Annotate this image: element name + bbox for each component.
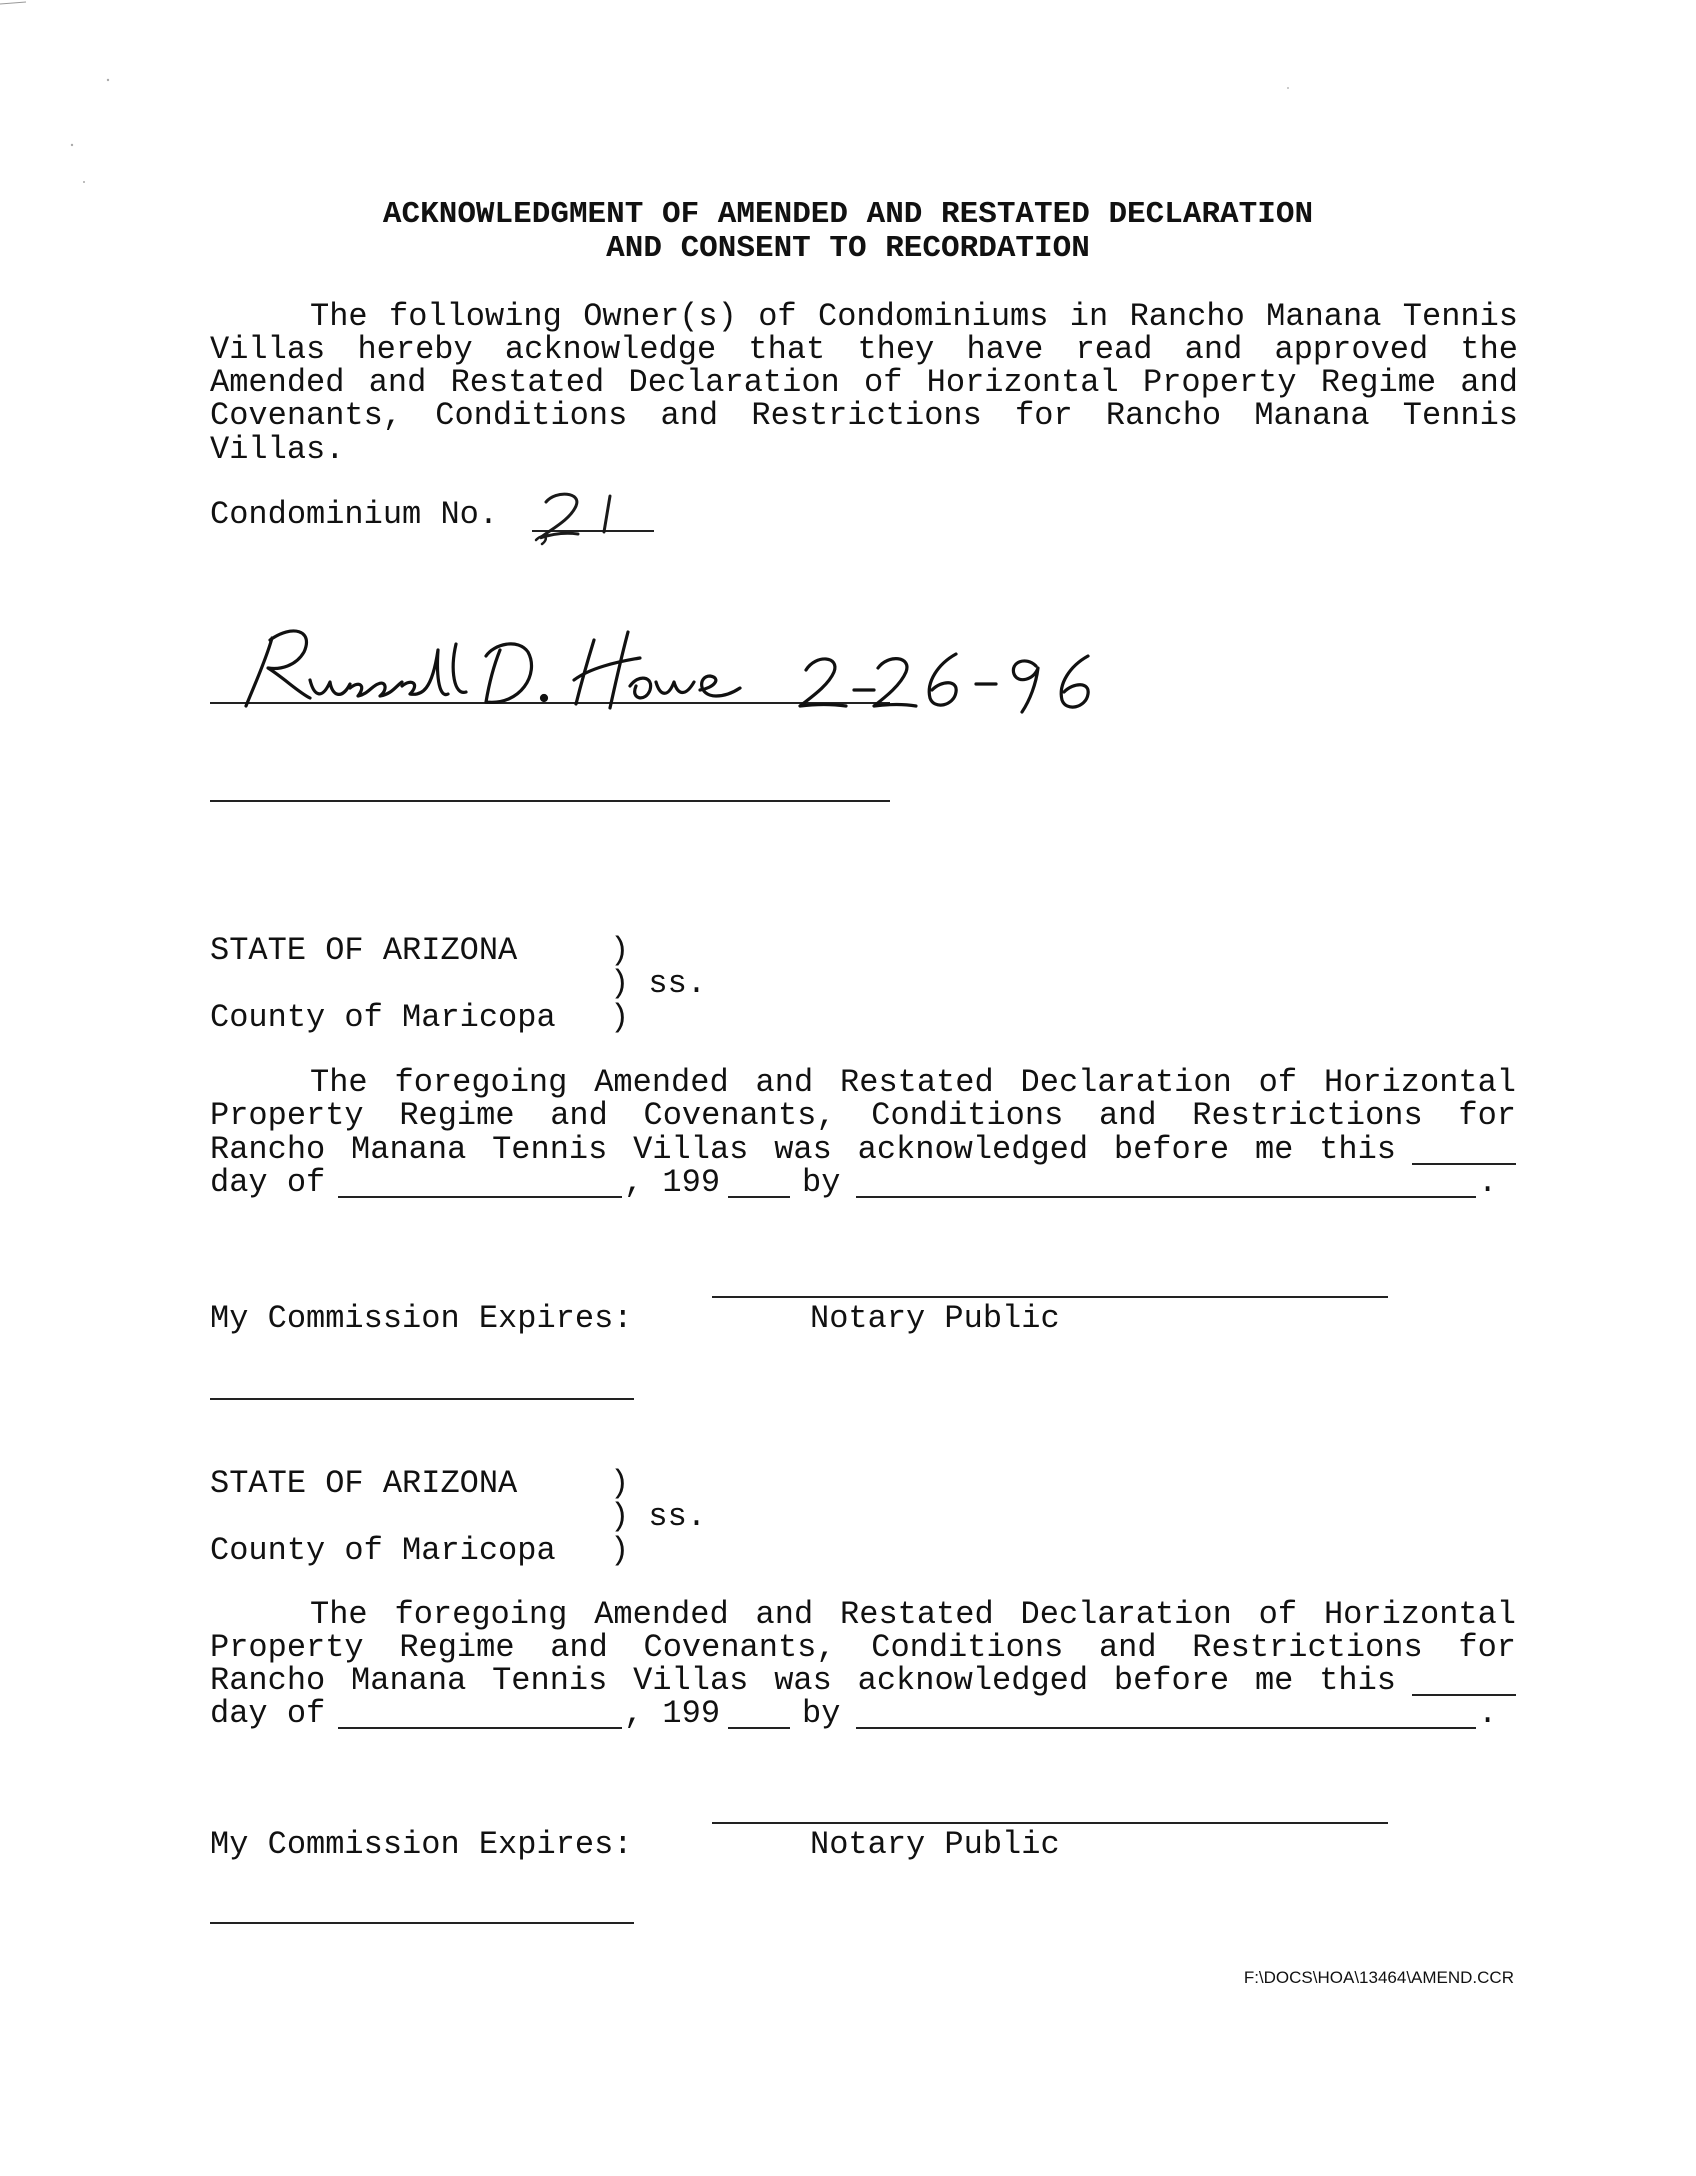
notary-2-day-of: day of — [210, 1695, 326, 1732]
notary-1-line-2: Property Regime and Covenants, Conditions and Restrictions for — [210, 1097, 1516, 1134]
notary-1-by: by — [802, 1164, 841, 1201]
venue-paren-1c: ) — [610, 999, 630, 1036]
notary-2-line-2: Property Regime and Covenants, Conditions and Restrictions for — [210, 1629, 1516, 1666]
commission-date-line-2 — [210, 1922, 634, 1924]
condominium-number-handwritten — [530, 488, 670, 548]
notary-2-month-blank — [338, 1727, 622, 1729]
second-owner-signature-line — [210, 800, 890, 802]
owner-signature — [210, 610, 1130, 730]
venue-paren-2a: ) — [610, 1465, 630, 1502]
scan-specks — [0, 0, 1696, 220]
venue-county-1: County of Maricopa — [210, 999, 556, 1036]
notary-2-signature-line — [712, 1822, 1388, 1824]
venue-paren-1a: ) — [610, 932, 630, 969]
notary-2-name-blank — [856, 1727, 1476, 1729]
notary-public-1: Notary Public — [810, 1300, 1060, 1337]
venue-state-2: STATE OF ARIZONA — [210, 1465, 518, 1502]
notary-1-year-blank — [728, 1196, 790, 1198]
commission-expires-2: My Commission Expires: — [210, 1826, 633, 1863]
notary-1-signature-line — [712, 1296, 1388, 1298]
notary-2-line-3: Rancho Manana Tennis Villas was acknowledged before me this — [210, 1662, 1396, 1699]
notary-1-name-blank — [856, 1196, 1476, 1198]
intro-line-5: Villas. — [210, 431, 345, 468]
document-title-line-1: ACKNOWLEDGMENT OF AMENDED AND RESTATED DECLARATION — [382, 197, 1314, 232]
notary-2-period: . — [1478, 1695, 1498, 1732]
document-file-path: F:\DOCS\HOA\13464\AMEND.CCR — [1243, 1968, 1514, 1987]
notary-public-2: Notary Public — [810, 1826, 1060, 1863]
commission-expires-1: My Commission Expires: — [210, 1300, 633, 1337]
intro-line-2: Villas hereby acknowledge that they have read and approved the — [210, 331, 1518, 368]
notary-2-day-blank — [1412, 1694, 1516, 1696]
notary-1-day-of: day of — [210, 1164, 326, 1201]
notary-1-line-1: The foregoing Amended and Restated Declaration of Horizontal — [310, 1064, 1516, 1101]
notary-2-year-prefix: , 199 — [624, 1695, 721, 1732]
notary-1-day-blank — [1412, 1163, 1516, 1165]
notary-1-year-prefix: , 199 — [624, 1164, 721, 1201]
intro-line-3: Amended and Restated Declaration of Horizontal Property Regime and — [210, 364, 1518, 401]
venue-ss-1: ) ss. — [610, 965, 707, 1002]
notary-2-year-blank — [728, 1727, 790, 1729]
condominium-label: Condominium No. — [210, 496, 499, 533]
intro-line-1: The following Owner(s) of Condominiums in Rancho Manana Tennis — [310, 298, 1518, 335]
notary-2-line-1: The foregoing Amended and Restated Declaration of Horizontal — [310, 1596, 1516, 1633]
commission-date-line-1 — [210, 1398, 634, 1400]
notary-2-by: by — [802, 1695, 841, 1732]
venue-state-1: STATE OF ARIZONA — [210, 932, 518, 969]
document-title-line-2: AND CONSENT TO RECORDATION — [606, 231, 1090, 266]
notary-1-line-3: Rancho Manana Tennis Villas was acknowledged before me this — [210, 1131, 1396, 1168]
notary-1-period: . — [1478, 1164, 1498, 1201]
venue-ss-2: ) ss. — [610, 1498, 707, 1535]
notary-1-month-blank — [338, 1196, 622, 1198]
intro-line-4: Covenants, Conditions and Restrictions for Rancho Manana Tennis — [210, 397, 1518, 434]
venue-county-2: County of Maricopa — [210, 1532, 556, 1569]
venue-paren-2c: ) — [610, 1532, 630, 1569]
